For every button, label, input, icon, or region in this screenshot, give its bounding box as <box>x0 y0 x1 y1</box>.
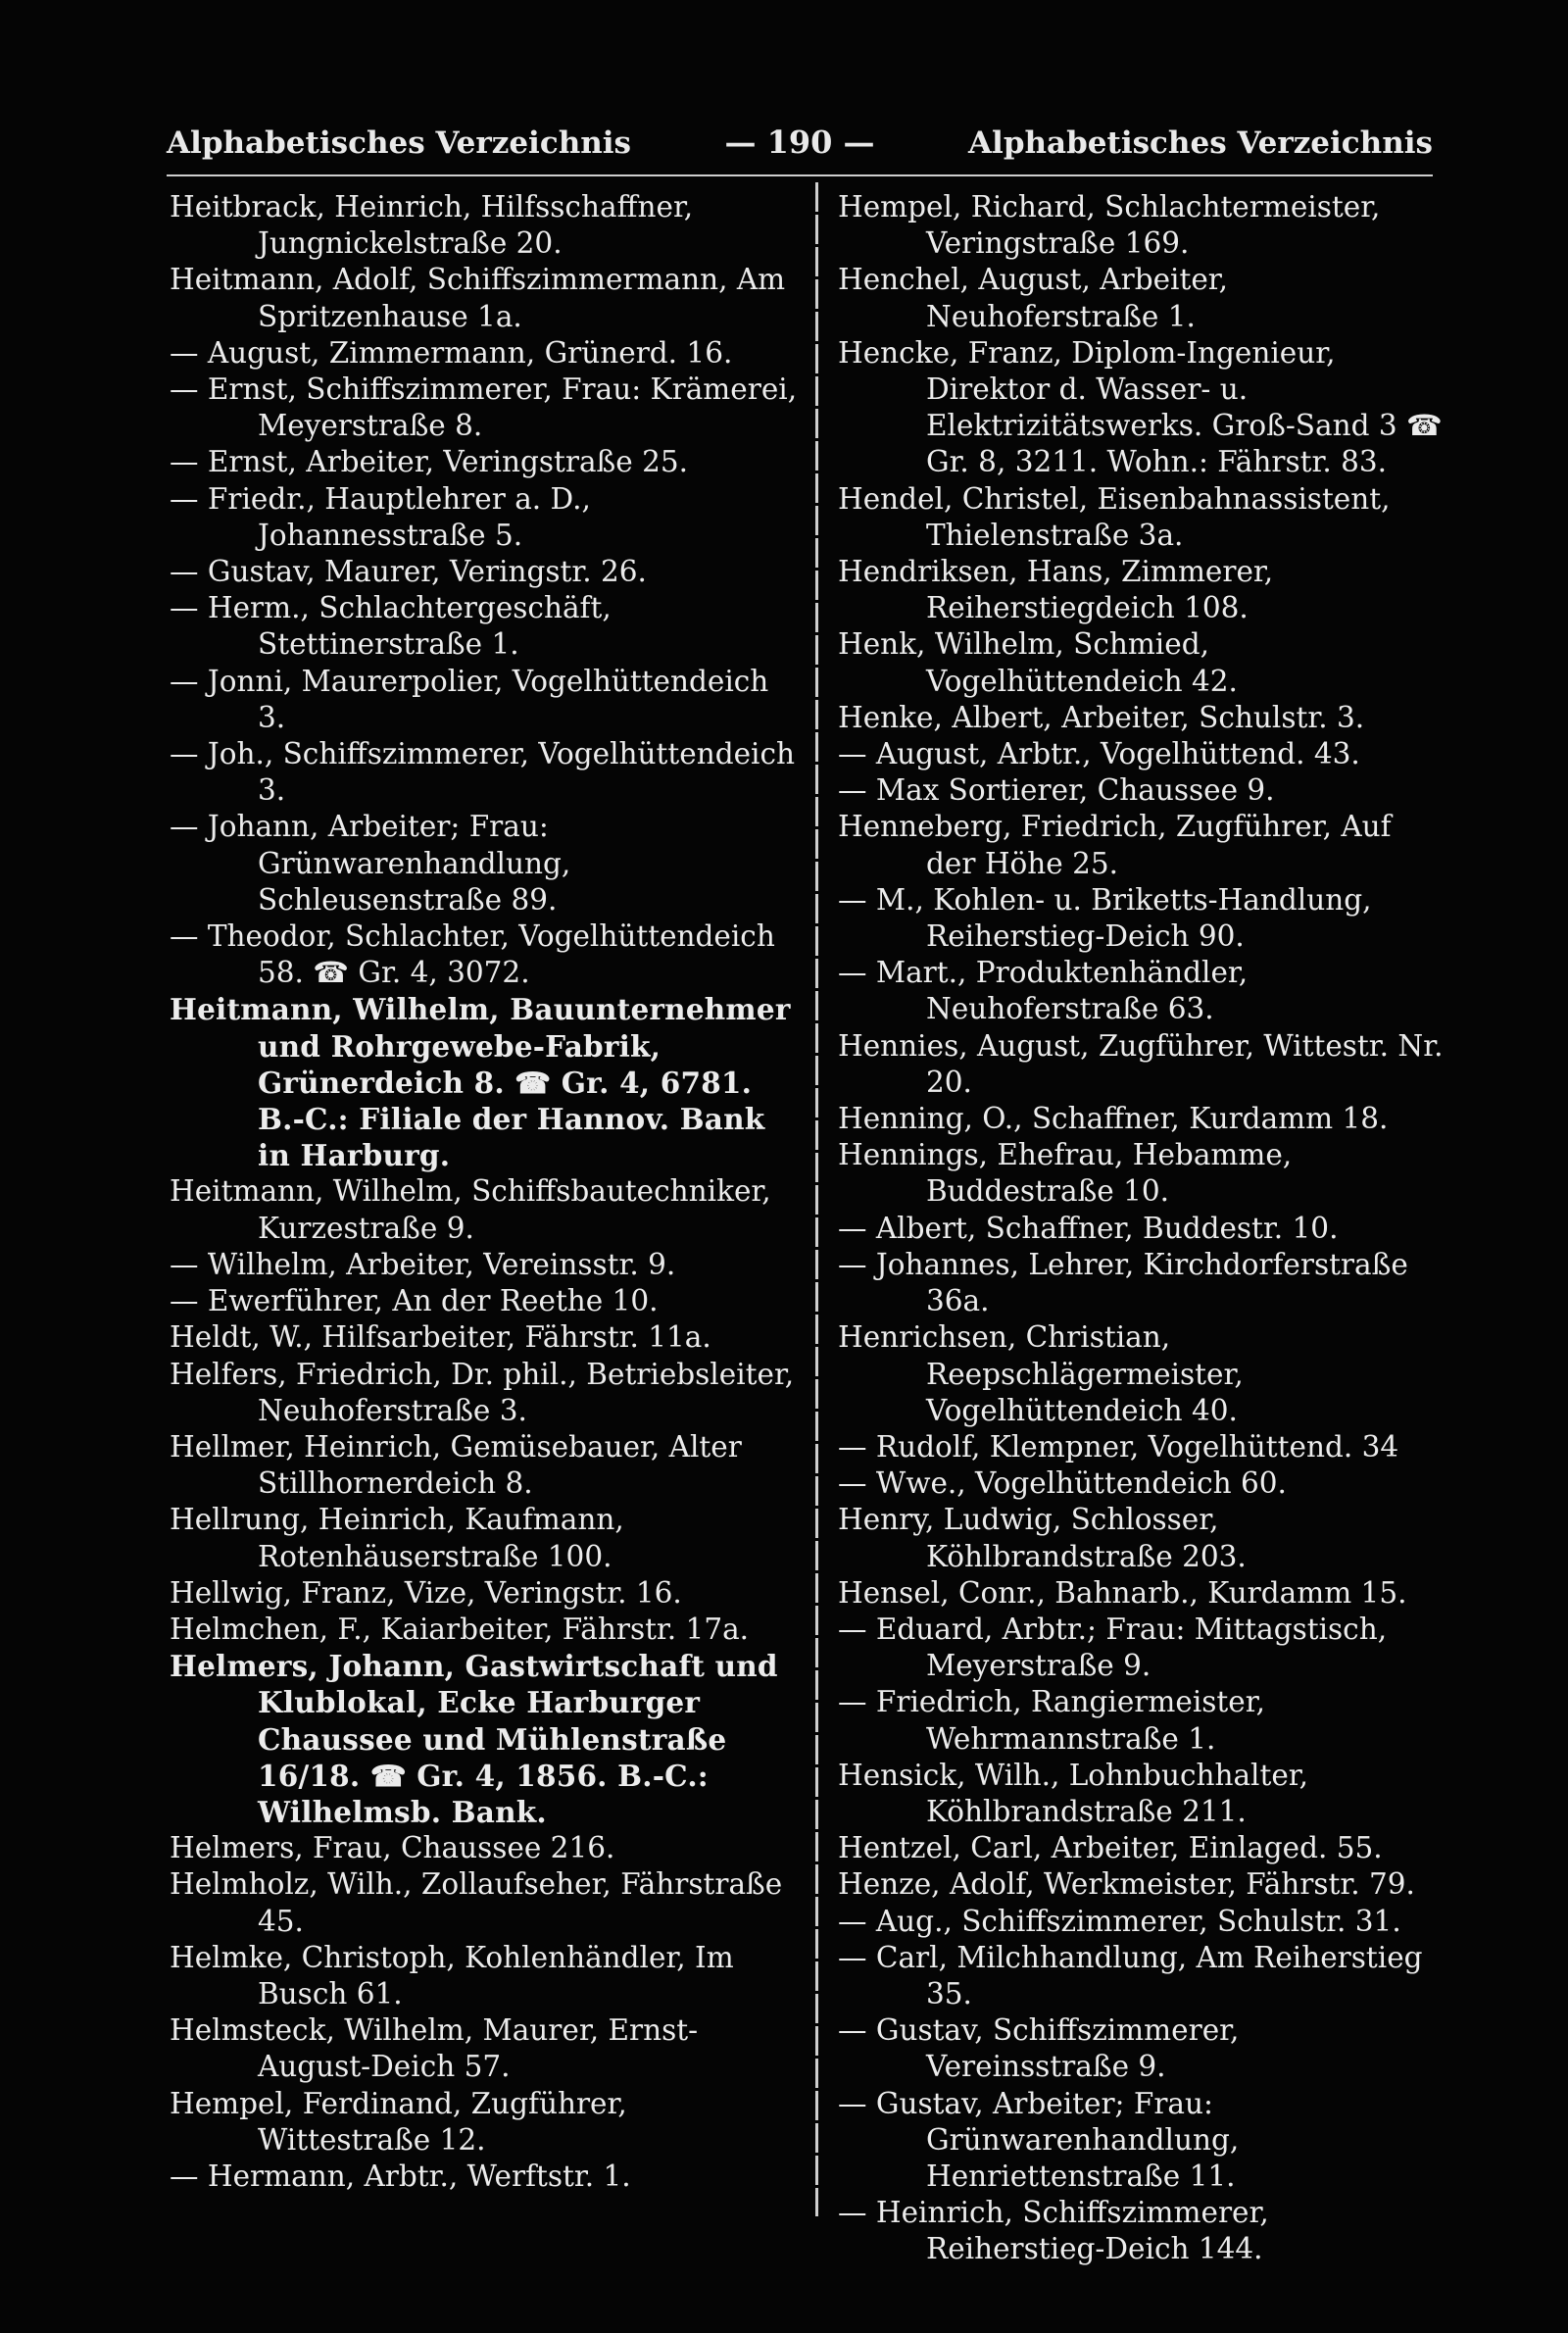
directory-entry: Hentzel, Carl, Arbeiter, Einlaged. 55. <box>838 1831 1383 1865</box>
directory-entry: Hennings, Ehefrau, Hebamme, Buddestraße 10. <box>838 1138 1293 1209</box>
header-rule <box>167 174 1433 176</box>
directory-entry: — Johann, Arbeiter; Frau: Grünwarenhandlung, Schleusenstraße 89. <box>170 810 571 917</box>
directory-entry: Heitmann, Adolf, Schiffszimmermann, Am Spritzenhause 1a. <box>170 263 786 333</box>
directory-entry: — Johannes, Lehrer, Kirchdorferstraße 36a. <box>838 1247 1408 1318</box>
left-column <box>170 189 799 2195</box>
directory-entry: Hempel, Richard, Schlachtermeister, Veringstraße 169. <box>838 190 1381 261</box>
directory-entry: — Mart., Produktenhändler, Neuhoferstraße 63. <box>838 956 1249 1026</box>
directory-entry: — Heinrich, Schiffszimmerer, Reiherstieg-Deich 144. <box>838 2196 1269 2266</box>
directory-entry: Helmholz, Wilh., Zollaufseher, Fährstraße 45. <box>170 1867 783 1938</box>
directory-entry: — Joh., Schiffszimmerer, Vogelhüttendeich 3. <box>170 737 796 808</box>
directory-entry: Hellrung, Heinrich, Kaufmann, Rotenhäuserstraße 100. <box>170 1503 624 1573</box>
directory-entry: Hencke, Franz, Diplom-Ingenieur, Direktor d. Wasser- u. Elektrizitätswerks. Groß-Sand 3 ☎ Gr. 8, 3211. Wohn.: Fährstr. 83. <box>838 335 1443 479</box>
directory-entry: — Jonni, Maurerpolier, Vogelhüttendeich 3. <box>170 664 769 734</box>
directory-entry: Heldt, W., Hilfsarbeiter, Fährstr. 11a. <box>170 1320 711 1355</box>
directory-entry: Hensel, Conr., Bahnarb., Kurdamm 15. <box>838 1575 1407 1610</box>
column-divider <box>815 182 818 2216</box>
directory-entry: — Wilhelm, Arbeiter, Vereinsstr. 9. <box>170 1247 676 1281</box>
directory-entry: Henke, Albert, Arbeiter, Schulstr. 3. <box>838 700 1365 734</box>
directory-entry: — Friedr., Hauptlehrer a. D., Johannesstraße 5. <box>170 481 591 552</box>
header-title-right: Alphabetisches Verzeichnis <box>967 125 1433 161</box>
directory-entry: — Hermann, Arbtr., Werftstr. 1. <box>170 2159 631 2193</box>
header-title-left: Alphabetisches Verzeichnis <box>167 125 632 161</box>
directory-entry: — Albert, Schaffner, Buddestr. 10. <box>838 1211 1339 1245</box>
directory-entry: Henk, Wilhelm, Schmied, Vogelhüttendeich 42. <box>838 627 1238 698</box>
directory-entry: Hennies, August, Zugführer, Wittestr. Nr. 20. <box>838 1028 1444 1099</box>
directory-entry: — Gustav, Schiffszimmerer, Vereinsstraße 9. <box>838 2013 1240 2084</box>
directory-entry: Henrichsen, Christian, Reepschlägermeister, Vogelhüttendeich 40. <box>838 1320 1244 1427</box>
directory-entry: Helmchen, F., Kaiarbeiter, Fährstr. 17a. <box>170 1612 750 1646</box>
directory-entry: — August, Arbtr., Vogelhüttend. 43. <box>838 737 1360 771</box>
directory-entry: Helmsteck, Wilhelm, Maurer, Ernst-August-Deich 57. <box>170 2013 699 2084</box>
directory-entry: — Friedrich, Rangiermeister, Wehrmannstraße 1. <box>838 1685 1265 1756</box>
directory-entry: Hensick, Wilh., Lohnbuchhalter, Köhlbrandstraße 211. <box>838 1758 1309 1828</box>
directory-entry: Henry, Ludwig, Schlosser, Köhlbrandstraße 203. <box>838 1503 1247 1573</box>
directory-entry: Hendel, Christel, Eisenbahnassistent, Thielenstraße 3a. <box>838 481 1391 552</box>
directory-entry: — Ernst, Schiffszimmerer, Frau: Krämerei, Meyerstraße 8. <box>170 372 798 443</box>
directory-entry: Helmers, Frau, Chaussee 216. <box>170 1831 615 1865</box>
directory-entry: Henze, Adolf, Werkmeister, Fährstr. 79. <box>838 1867 1415 1902</box>
directory-entry: Heitmann, Wilhelm, Bauunternehmer und Rohrgewebe-Fabrik, Grünerdeich 8. ☎ Gr. 4, 6781. B.-C.: Filiale der Hannov. Bank in Harburg. <box>170 992 791 1173</box>
directory-entry: Hempel, Ferdinand, Zugführer, Wittestraße 12. <box>170 2086 627 2157</box>
directory-entry: Helfers, Friedrich, Dr. phil., Betriebsleiter, Neuhoferstraße 3. <box>170 1357 795 1427</box>
directory-entry: — Herm., Schlachtergeschäft, Stettinerstraße 1. <box>170 591 612 662</box>
directory-entry: Henchel, August, Arbeiter, Neuhoferstraße 1. <box>838 263 1229 333</box>
directory-entry: — Theodor, Schlachter, Vogelhüttendeich 58. ☎ Gr. 4, 3072. <box>170 919 775 990</box>
directory-entry: Hendriksen, Hans, Zimmerer, Reiherstiegdeich 108. <box>838 555 1274 625</box>
directory-entry: Helmke, Christoph, Kohlenhändler, Im Busch 61. <box>170 1940 734 2010</box>
directory-entry: — Aug., Schiffszimmerer, Schulstr. 31. <box>838 1904 1401 1938</box>
directory-entry: — Carl, Milchhandlung, Am Reiherstieg 35. <box>838 1940 1423 2010</box>
directory-entry: — Gustav, Maurer, Veringstr. 26. <box>170 555 647 589</box>
directory-entry: — Gustav, Arbeiter; Frau: Grünwarenhandlung, Henriettenstraße 11. <box>838 2086 1240 2193</box>
page-header <box>167 116 1433 171</box>
directory-entry: Henneberg, Friedrich, Zugführer, Auf der Höhe 25. <box>838 810 1392 880</box>
directory-entry: — Rudolf, Klempner, Vogelhüttend. 34 <box>838 1429 1399 1464</box>
directory-entry: Henning, O., Schaffner, Kurdamm 18. <box>838 1102 1389 1136</box>
directory-entry: — Max Sortierer, Chaussee 9. <box>838 773 1275 808</box>
directory-entry: Heitmann, Wilhelm, Schiffsbautechniker, Kurzestraße 9. <box>170 1174 771 1245</box>
directory-entry: — Wwe., Vogelhüttendeich 60. <box>838 1466 1287 1501</box>
directory-entry: — August, Zimmermann, Grünerd. 16. <box>170 335 733 370</box>
directory-entry: — Ernst, Arbeiter, Veringstraße 25. <box>170 445 688 479</box>
directory-entry: Hellmer, Heinrich, Gemüsebauer, Alter Stillhornerdeich 8. <box>170 1429 742 1501</box>
page-number: — 190 — <box>724 124 875 161</box>
right-column <box>838 189 1446 2268</box>
directory-entry: Helmers, Johann, Gastwirtschaft und Klublokal, Ecke Harburger Chaussee und Mühlenstraße 16/18. ☎ Gr. 4, 1856. B.-C.: Wilhelmsb. Bank. <box>170 1649 778 1829</box>
directory-entry: Hellwig, Franz, Vize, Veringstr. 16. <box>170 1575 682 1610</box>
directory-entry: — Ewerführer, An der Reethe 10. <box>170 1284 659 1318</box>
directory-entry: — M., Kohlen- u. Briketts-Handlung, Reiherstieg-Deich 90. <box>838 882 1372 954</box>
directory-entry: — Eduard, Arbtr.; Frau: Mittagstisch, Meyerstraße 9. <box>838 1612 1388 1683</box>
directory-entry: Heitbrack, Heinrich, Hilfsschaffner, Jungnickelstraße 20. <box>170 190 694 261</box>
